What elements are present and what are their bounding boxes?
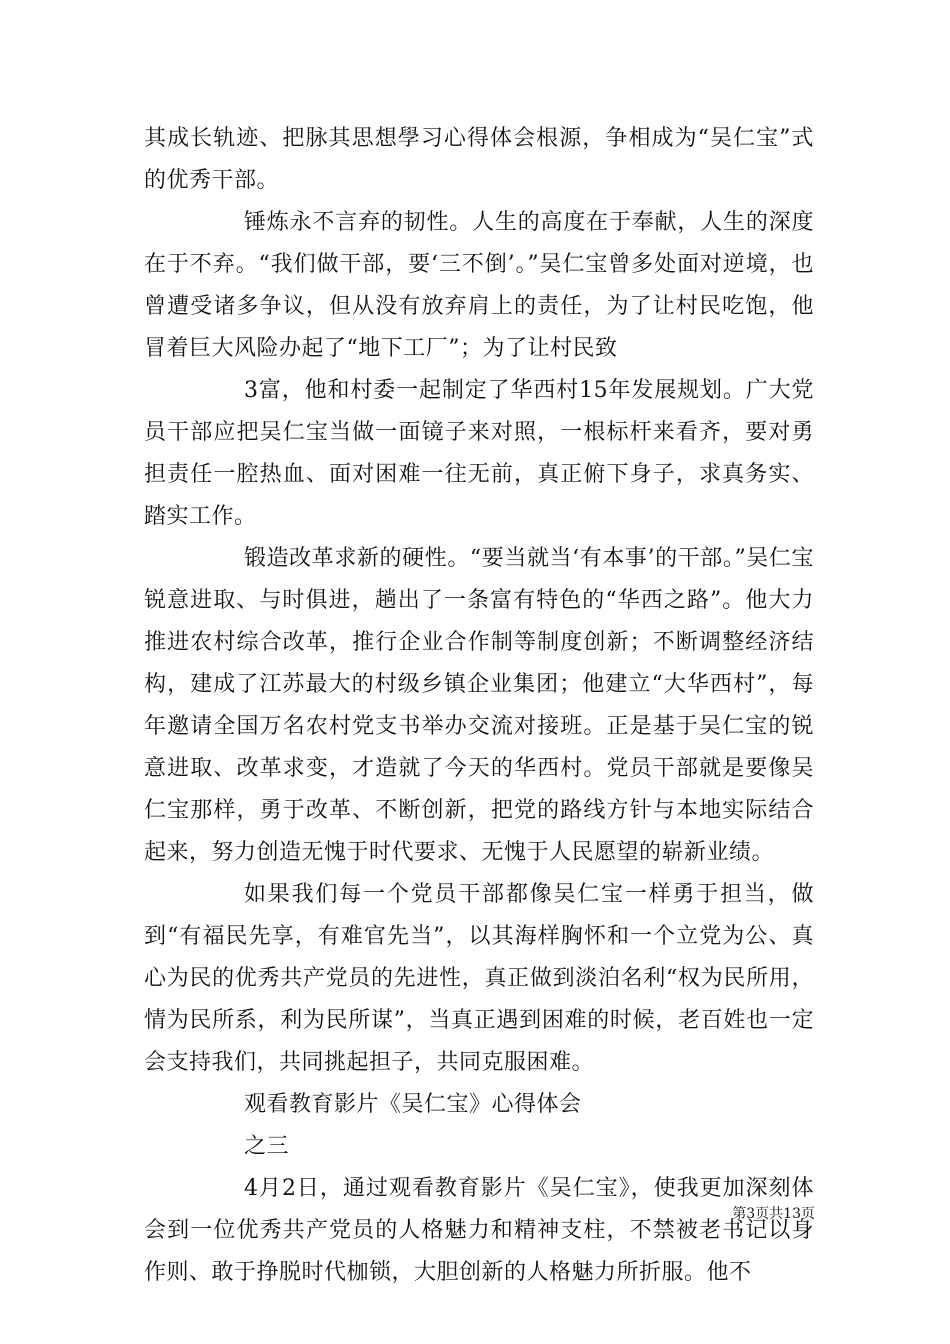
paragraph-reform: 锻造改革求新的硬性。“要当就当‘有本事’的干部。”吴仁宝锐意进取、与时俱进，趟出了一条富有特色的“华西之路”。他大力推进农村综合改革，推行企业合作制等制度创新；不断调整经济结构，建成了江苏最大的村级乡镇企业集团；他建立“大华西村”，每年邀请全国万名农村党支书举办交流对接班。正是基于吴仁宝的锐意进取、改革求变，才造就了今天的华西村。党员干部就是要像吴仁宝那样，勇于改革、不断创新，把党的路线方针与本地实际结合起来，努力创造无愧于时代要求、无愧于人民愿望的崭新业绩。 — [144, 546, 814, 865]
paragraph-perseverance: 锤炼永不言弃的韧性。人生的高度在于奉献，人生的深度在于不弃。“我们做干部，要‘三不倒’。”吴仁宝曾多处面对逆境，也曾遭受诸多争议，但从没有放弃肩上的责任，为了让村民吃饱，他冒着巨大风险办起了“地下工厂”；为了让村民致 — [144, 210, 814, 361]
paragraph-continuation: 其成长轨迹、把脉其思想學习心得体会根源，争相成为“吴仁宝”式的优秀干部。 — [144, 126, 814, 193]
paragraph-development-plan: 3富，他和村委一起制定了华西村15年发展规划。广大党员干部应把吴仁宝当做一面镜子来对照，一根标杆来看齐，要对勇担责任一腔热血、面对困难一往无前，真正俯下身子，求真务实、踏实工作。 — [144, 378, 814, 529]
document-body — [144, 118, 814, 1294]
section-subtitle: 之三 — [244, 1134, 290, 1159]
page-number: 第3页共13页 — [732, 1206, 815, 1222]
section-title: 观看教育影片《吴仁宝》心得体会 — [244, 1092, 582, 1117]
paragraph-conclusion: 如果我们每一个党员干部都像吴仁宝一样勇于担当，做到“有福民先享，有难官先当”，以其海样胸怀和一个立党为公、真心为民的优秀共产党员的先进性，真正做到淡泊名利“权为民所用，情为民所系，利为民所谋”，当真正遇到困难的时候，老百姓也一定会支持我们，共同挑起担子，共同克服困难。 — [144, 882, 814, 1075]
paragraph-viewing: 4月2日，通过观看教育影片《吴仁宝》，使我更加深刻体会到一位优秀共产党员的人格魅力和精神支柱，不禁被老书记以身作则、敢于挣脱时代枷锁，大胆创新的人格魅力所折服。他不 — [144, 1176, 814, 1285]
